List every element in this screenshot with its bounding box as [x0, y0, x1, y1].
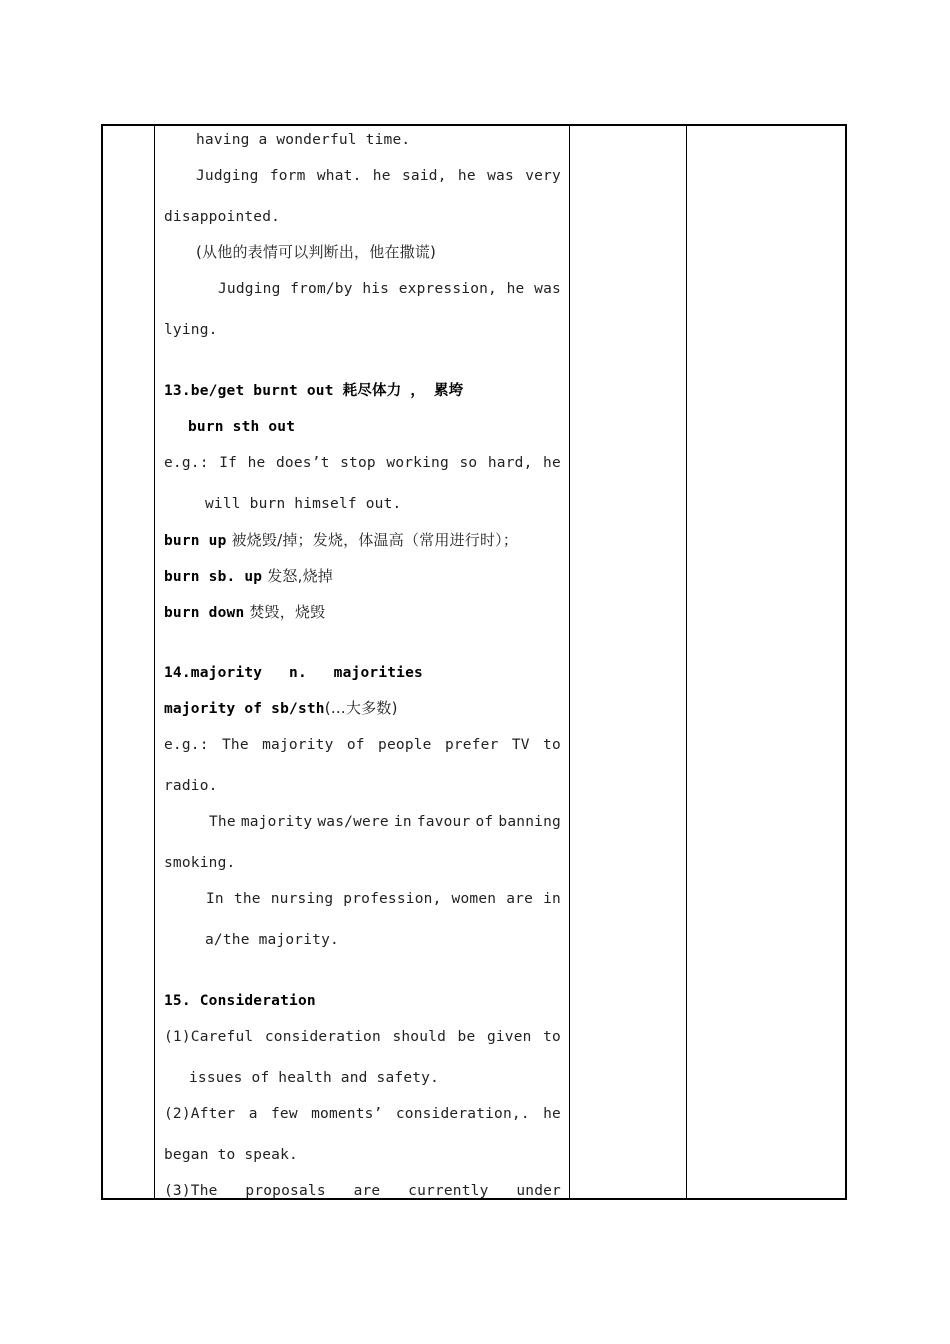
burn-sb-up-term: burn sb. up	[164, 569, 263, 585]
example-15e	[164, 1181, 561, 1198]
example-15b: issues of health and safety.	[189, 1070, 440, 1086]
word: he	[543, 455, 561, 471]
word: moments’	[311, 1106, 383, 1122]
word: from/by	[290, 281, 353, 297]
word: nursing	[270, 891, 334, 907]
line-l3: disappointed.	[164, 209, 281, 225]
word: stop	[340, 455, 376, 471]
word: hard,	[487, 455, 533, 471]
word: he	[543, 1106, 561, 1122]
word: to	[543, 737, 561, 753]
word: proposals	[245, 1183, 326, 1198]
word: in	[543, 891, 561, 907]
heading-15: 15. Consideration	[164, 993, 316, 1009]
word: consideration,.	[395, 1106, 530, 1122]
word: majority	[240, 814, 313, 830]
word: If	[219, 455, 238, 471]
word: given	[486, 1029, 532, 1045]
word: e.g.:	[164, 737, 209, 753]
word: under	[516, 1183, 561, 1198]
burn-sb-up-meaning: 发怒,烧掉	[262, 567, 333, 585]
word: e.g.:	[164, 455, 209, 471]
word: women	[451, 891, 497, 907]
word: should	[392, 1029, 447, 1045]
word: The	[209, 814, 236, 830]
example-15c	[164, 1104, 561, 1124]
subheading-14	[164, 698, 561, 719]
burn-up-meaning: 被烧毁/掉；发烧，体温高（常用进行时）；	[226, 531, 519, 549]
word: very	[525, 168, 561, 184]
column-divider-3	[686, 126, 687, 1198]
word: prefer	[444, 737, 499, 753]
burn-down-meaning: 焚毁，烧毁	[244, 603, 326, 621]
example-15d: began to speak.	[164, 1147, 298, 1163]
majority-of-term: majority of sb/sth	[164, 701, 325, 717]
word: (3)The	[164, 1183, 218, 1198]
line-l4: (从他的表情可以判断出，他在撒谎)	[196, 243, 437, 261]
word: be	[457, 1029, 476, 1045]
subheading-13: burn sth out	[188, 419, 296, 435]
example-14f: a/the majority.	[205, 932, 339, 948]
word: TV	[511, 737, 530, 753]
example-14e	[164, 889, 561, 909]
word: Judging	[196, 168, 259, 184]
word: he	[506, 281, 525, 297]
burn-down-line	[164, 602, 561, 623]
example-14c	[164, 812, 561, 832]
word: currently	[408, 1183, 489, 1198]
word: are	[353, 1183, 381, 1198]
example-14b: radio.	[164, 778, 218, 794]
word: what.	[316, 168, 362, 184]
word: people	[378, 737, 432, 753]
word: of	[346, 737, 365, 753]
word: said,	[401, 168, 447, 184]
word: favour	[416, 814, 471, 830]
example-13b: will burn himself out.	[205, 496, 402, 512]
example-15a	[164, 1027, 561, 1047]
burn-sb-up-line	[164, 566, 561, 587]
column-divider-2	[569, 126, 570, 1198]
word: The	[221, 737, 249, 753]
word: majority	[262, 737, 334, 753]
word: was/were	[317, 814, 389, 830]
heading-14: 14.majority n. majorities	[164, 665, 423, 681]
word: was	[487, 168, 514, 184]
line-l6: lying.	[164, 322, 218, 338]
word: few	[270, 1106, 298, 1122]
word: so	[459, 455, 478, 471]
example-14d: smoking.	[164, 855, 236, 871]
word: In	[206, 891, 224, 907]
line-l1: having a wonderful time.	[196, 132, 411, 148]
word: a	[248, 1106, 258, 1122]
column-divider-1	[154, 126, 155, 1198]
line-l2	[164, 166, 561, 186]
heading-13: 13.be/get burnt out 耗尽体力 ， 累垮	[164, 383, 464, 399]
lesson-table	[101, 124, 847, 1200]
burn-down-term: burn down	[164, 605, 245, 621]
word: (1)Careful	[164, 1029, 254, 1045]
word: his	[362, 281, 390, 297]
word: are	[506, 891, 534, 907]
word: he	[372, 168, 391, 184]
word: to	[543, 1029, 561, 1045]
word: (2)After	[164, 1106, 236, 1122]
notes-column	[164, 126, 561, 1198]
word: does’t	[276, 455, 330, 471]
word: the	[233, 891, 261, 907]
word: banning	[498, 814, 561, 830]
example-13a	[164, 453, 561, 473]
word: expression,	[398, 281, 497, 297]
word: he	[457, 168, 476, 184]
word: Judging	[218, 281, 281, 297]
line-l5	[164, 279, 561, 299]
word: was	[534, 281, 561, 297]
burn-up-line	[164, 530, 561, 551]
word: of	[475, 814, 494, 830]
word: in	[393, 814, 412, 830]
majority-of-meaning: (…大多数)	[324, 699, 398, 717]
word: form	[269, 168, 306, 184]
word: working	[386, 455, 449, 471]
word: he	[247, 455, 266, 471]
example-14a	[164, 735, 561, 755]
word: profession,	[343, 891, 442, 907]
burn-up-term: burn up	[164, 533, 227, 549]
word: consideration	[264, 1029, 381, 1045]
